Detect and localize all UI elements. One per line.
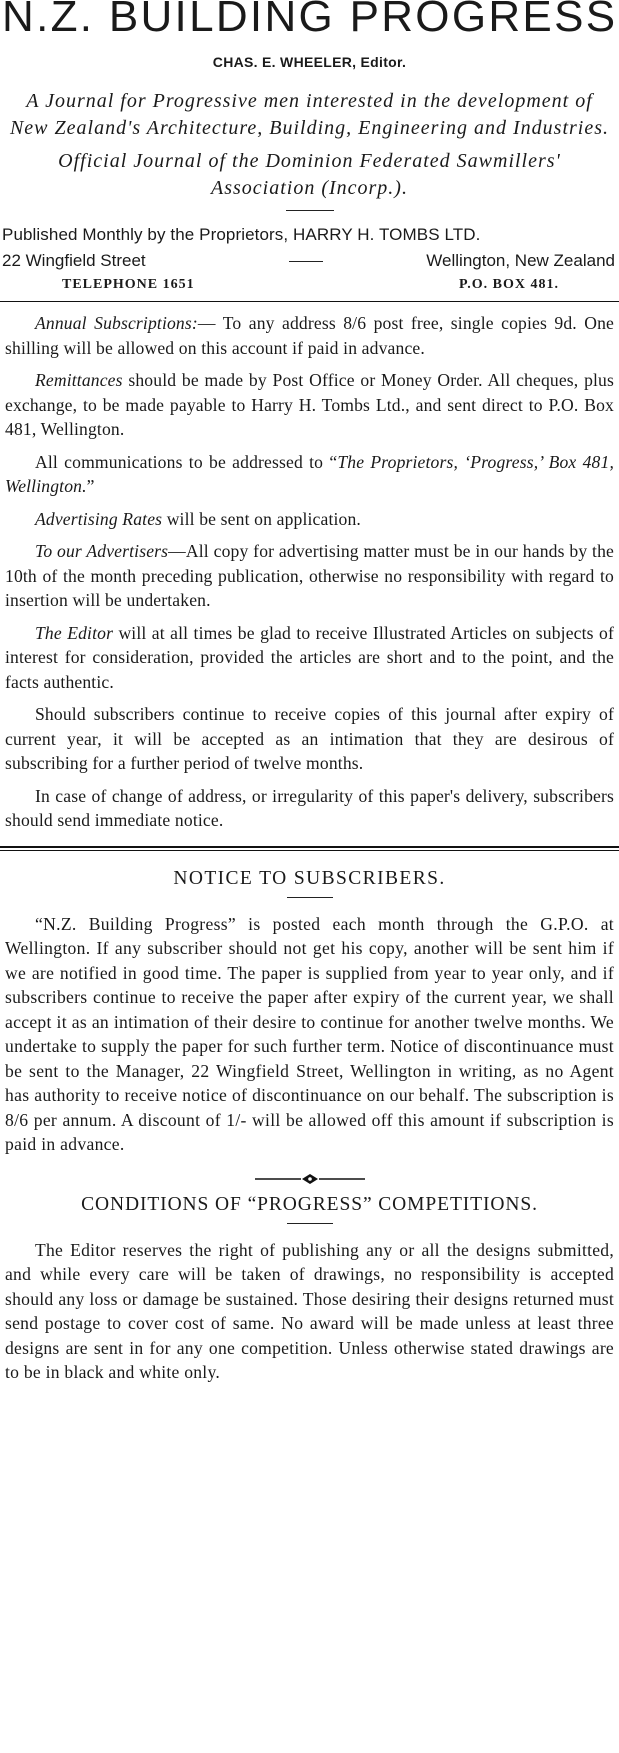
remittances-label: Remittances	[35, 370, 123, 390]
official-journal-tagline: Official Journal of the Dominion Federated Sawmillers' Association (Incorp.).	[58, 150, 561, 199]
publisher-line: Published Monthly by the Proprietors, HARRY H. TOMBS LTD.	[2, 225, 481, 244]
editor-label: The Editor	[35, 622, 114, 643]
subscriptions-label: Annual Subscriptions:	[35, 313, 198, 333]
notice-paragraph: “N.Z. Building Progress” is posted each month through the G.P.O. at Wellington. If any subscriber should not get his copy, another will be sent him if we are notified in good time. The paper is supplied from year to year only, and if subscribers continue to receive the paper after expiry of the current year, we shall accept it as an intimation of their desire to continue for another twelve months. We undertake to supply the paper for such further term. Notice of discontinuance must be sent to the Manager, 22 Wingfield Street, Wellington in writing, as no Agent has authority to receive notice of discontinuance on our behalf. The subscription is 8/6 per annum. A discount of 1/- will be allowed off this amount if subscription is paid in advance.	[5, 913, 614, 1154]
advertising-paragraph	[5, 507, 614, 532]
advertising-label: Advertising Rates	[35, 508, 163, 529]
competitions-heading: CONDITIONS OF “PROGRESS” COMPETITIONS.	[81, 1193, 538, 1215]
subscriptions-text: — To any address 8/6 post free, single copies 9d. One shilling will be allowed on this account if paid in advance.	[5, 313, 614, 358]
header-rule	[0, 301, 619, 302]
editor-text: will at all times be glad to receive Illustrated Articles on subjects of interest for consideration, provided the articles are short and to the point, and the facts authentic.	[5, 622, 614, 692]
short-divider	[286, 210, 334, 211]
publication-notices	[0, 311, 619, 833]
masthead-title: N.Z. BUILDING PROGRESS	[2, 0, 618, 41]
communications-text: All communications to be addressed to “	[35, 451, 338, 472]
address-row	[0, 248, 619, 274]
po-box: P.O. BOX 481.	[459, 277, 559, 292]
street-address: 22 Wingfield Street	[2, 251, 146, 270]
notice-section	[0, 912, 619, 1157]
journal-tagline: A Journal for Progressive men interested in the development of New Zealand's Architecture, Building, Engineering and Industries.	[9, 90, 610, 139]
editor-paragraph	[5, 621, 614, 695]
section-double-rule	[0, 846, 619, 851]
communications-paragraph	[5, 450, 614, 499]
heading-underline-2	[287, 1223, 333, 1224]
remittances-paragraph	[5, 368, 614, 442]
editor-credit: CHAS. E. WHEELER, Editor.	[212, 54, 407, 70]
competitions-paragraph: The Editor reserves the right of publishing any or all the designs submitted, and while every care will be taken of drawings, no responsibility is accepted should any loss or damage be sustained. Those desiring their designs returned must send postage to cover cost of same. No award will be made unless at least three designs are sent in for any one competition. Unless otherwise stated drawings are to be in black and white only.	[5, 1239, 614, 1382]
contact-row	[0, 274, 619, 296]
heading-underline	[287, 897, 333, 898]
notice-heading: NOTICE TO SUBSCRIBERS.	[173, 867, 446, 889]
remittances-text: should be made by Post Office or Money Order. All cheques, plus exchange, to be made payable to Harry H. Tombs Ltd., and sent direct to P.O. Box 481, Wellington.	[5, 370, 614, 439]
subscriptions-paragraph	[5, 311, 614, 360]
advertisers-label: To our Advertisers	[35, 541, 169, 561]
change-of-address-paragraph: In case of change of address, or irregularity of this paper's delivery, subscribers should send immediate notice.	[5, 785, 614, 830]
communications-address: The Proprietors, ‘Progress,’ Box 481, Wellington.	[5, 451, 614, 496]
communications-end: ”	[86, 476, 95, 496]
ornament-divider-icon	[255, 1173, 365, 1185]
city-address: Wellington, New Zealand	[426, 251, 615, 270]
dash-divider	[289, 261, 323, 262]
continue-paragraph: Should subscribers continue to receive copies of this journal after expiry of current year, it will be accepted as an intimation that they are desirous of subscribing for a further period of twelve months.	[5, 704, 614, 773]
advertisers-paragraph	[5, 539, 614, 613]
telephone-number: TELEPHONE 1651	[62, 277, 195, 292]
competitions-section	[0, 1238, 619, 1385]
advertising-text: will be sent on application.	[162, 508, 361, 529]
advertisers-text: —All copy for advertising matter must be in our hands by the 10th of the month preceding publication, otherwise no responsibility with regard to insertion will be undertaken.	[5, 541, 614, 610]
